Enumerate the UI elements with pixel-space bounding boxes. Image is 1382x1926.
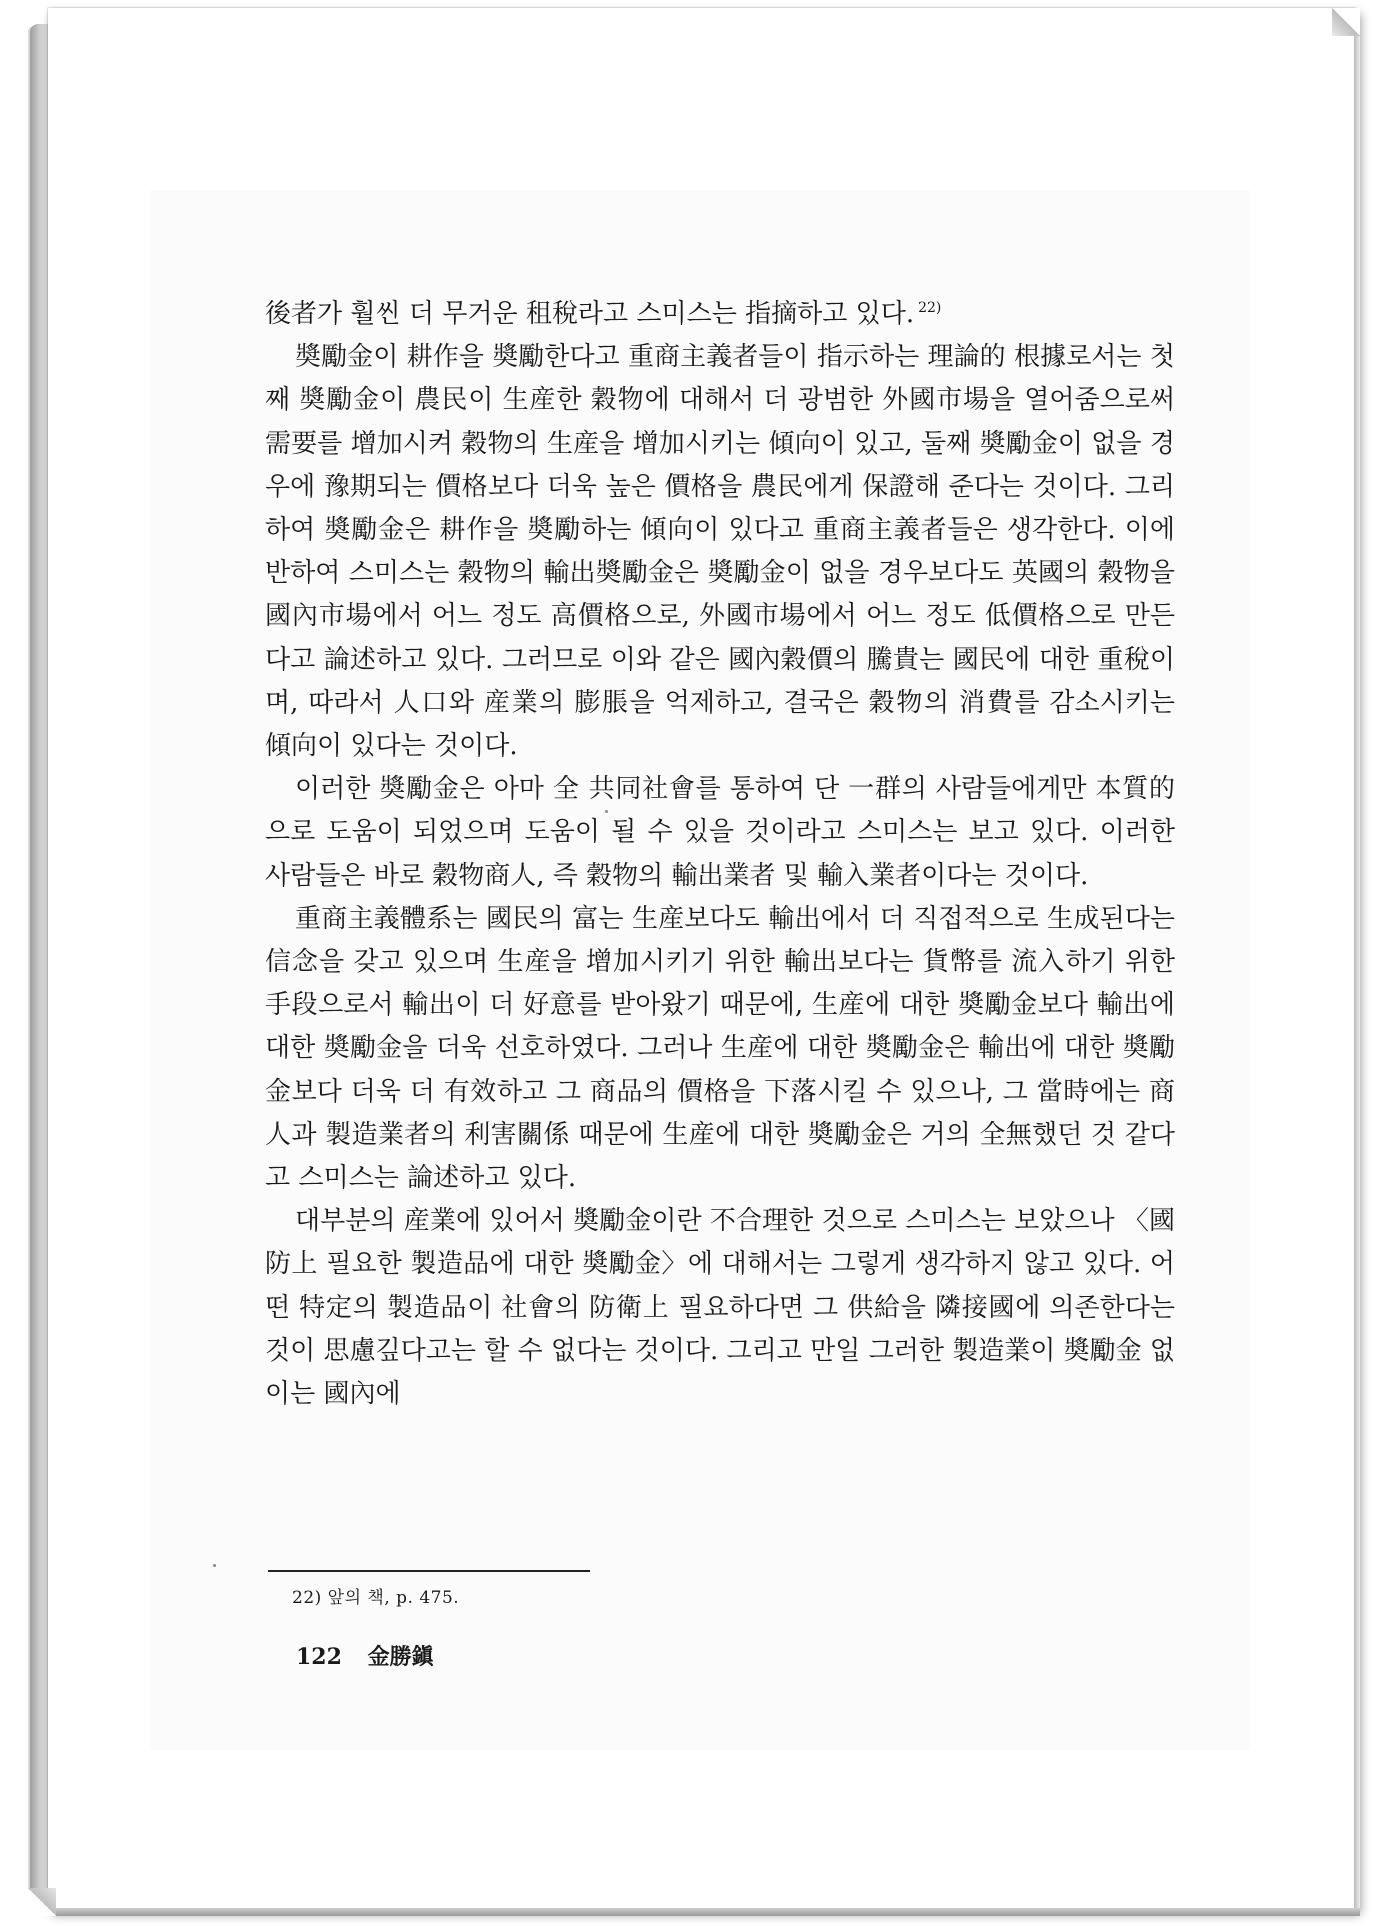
footnote-divider: [268, 1570, 590, 1572]
paragraph: 대부분의 産業에 있어서 奬勵金이란 不合理한 것으로 스미스는 보았으나 〈國防上 필요한 製造品에 대한 奬勵金〉에 대해서는 그렇게 생각하지 않고 있다. 어떤 特定의 製造品이 社會의 防衛上 필요하다면 그 供給을 隣接國에 의존한다는 것이 思慮깊다고는 할 수 없다는 것이다. 그리고 만일 그러한 製造業이 奬勵金 없이는 國內에: [265, 1206, 1175, 1410]
paragraph: 奬勵金이 耕作을 奬勵한다고 重商主義者들이 指示하는 理論的 根據로서는 첫째 奬勵金이 農民이 生産한 穀物에 대해서 더 광범한 外國市場을 열어줌으로써 需要를 增加시켜 穀物의 生産을 增加시키는 傾向이 있고, 둘째 奬勵金이 없을 경우에 豫期되는 價格보다 더욱 높은 價格을 農民에게 保證해 준다는 것이다. 그리하여 奬勵金은 耕作을 奬勵하는 傾向이 있다고 重商主義者들은 생각한다. 이에 반하여 스미스는 穀物의 輸出奬勵金은 奬勵金이 없을 경우보다도 英國의 穀物을 國內市場에서 어느 정도 高價格으로, 外國市場에서 어느 정도 低價格으로 만든다고 論述하고 있다. 그러므로 이와 같은 國內穀價의 騰貴는 國民에 대한 重稅이며, 따라서 人口와 産業의 膨脹을 억제하고, 결국은 穀物의 消費를 감소시키는 傾向이 있다는 것이다.: [265, 342, 1175, 762]
page-bottom-edge: [48, 1908, 1360, 1916]
scan-speck: [213, 1564, 216, 1567]
paragraph: 重商主義體系는 國民의 富는 生産보다도 輸出에서 더 직접적으로 生成된다는 信念을 갖고 있으며 生産을 增加시키기 위한 輸出보다는 貨幣를 流入하기 위한 手段으로서 輸出이 더 好意를 받아왔기 때문에, 生産에 대한 奬勵金보다 輸出에 대한 奬勵金을 더욱 선호하였다. 그러나 生産에 대한 奬勵金은 輸出에 대한 奬勵金보다 더욱 더 有效하고 그 商品의 價格을 下落시킬 수 있으나, 그 當時에는 商人과 製造業者의 利害關係 때문에 生産에 대한 奬勵金은 거의 全無했던 것 같다고 스미스는 論述하고 있다.: [265, 903, 1175, 1194]
page-corner-fold-bottom-left: [28, 1888, 56, 1916]
footnote: 22) 앞의 책, p. 475.: [292, 1588, 460, 1608]
paragraph: 이러한 奬勵金은 아마 全 共同社會를 통하여 단 一群의 사람들에게만 本質的으로 도움이 되었으며 도움이 될 수 있을 것이라고 스미스는 보고 있다. 이러한 사람들은 바로 穀物商人, 즉 穀物의 輸出業者 및 輸入業者이다는 것이다.: [265, 774, 1175, 891]
page-right-edge: [1354, 10, 1360, 1910]
footnote-reference: 22): [918, 300, 942, 317]
scan-speck: [605, 810, 608, 813]
paragraph-continuation: [265, 293, 1175, 336]
page-number: 122: [296, 1644, 342, 1670]
paragraph-text: 後者가 훨씬 더 무거운 租稅라고 스미스는 指摘하고 있다.: [265, 299, 915, 329]
page-footer: [296, 1640, 434, 1671]
body-text: [265, 293, 1175, 1416]
running-author: 金勝鎭: [367, 1644, 434, 1670]
page-corner-fold-top-right: [1332, 8, 1360, 36]
